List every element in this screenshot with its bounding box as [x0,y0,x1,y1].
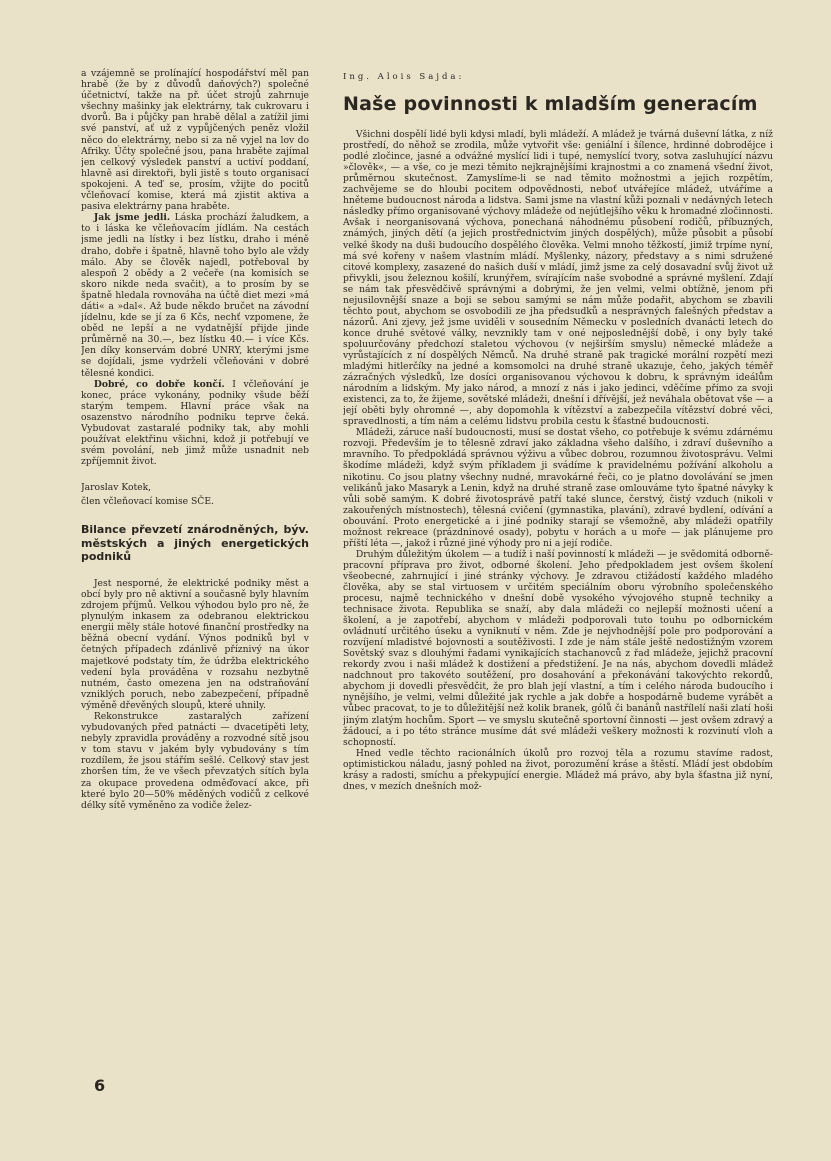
author-name: Jaroslav Kotek, [81,482,152,494]
section-title: Bilance převzetí znárodněných, býv. městských a jiných energetických podniků [81,523,309,564]
section-paragraph-1: Jest nesporné, že elektrické podniky měst a obcí byly pro ně aktivní a současně byly hlavním zdrojem příjmů. Velkou výhodou bylo pro ně, že plynulým inkasem za odebranou elektrickou energii měly stále hotové finanční prostředky na běžná obecní vydání. Výnos podniků byl v četných případech zdánlivě příznivý na úkor majetkové podstaty tím, že údržba elektrického vedení byla prováděna v rozsahu nezbytně nutném, často omezena jen na odstraňování vzniklých poruch, nebo zabezpečení, případně výměně dřevěných sloupů, které uhnily. [81,577,309,711]
article-paragraph-4: Hned vedle těchto racionálních úkolů pro rozvoj těla a rozumu stavíme radost, optimistickou náladu, jasný pohled na život, porozumění kráse a štěstí. Mládí jest obdobím krásy a radosti, smíchu a překypující energie. Mládež má právo, aby byla šťastna již nyní, dnes, v mezích dnešních mož- [343,747,773,792]
right-column [343,68,773,1098]
article-author: Ing. Alois Sajda: [343,72,465,82]
author-role: člen včleňovací komise SČE. [81,496,214,508]
konec-body: I včleňování je konec, práce vykonány, podniky všude běží starým tempem. Hlavní práce však na osazenstvo národního podniku teprve čeká. Vybudovat zastaralé podniky tak, aby mohli používat elektřinu všichni, kdož ji potřebují ve svém povolání, neb jimž může usnadnit neb zpříjemnit život. [81,378,309,468]
author-signature [81,481,309,509]
section-paragraph-2: Rekonstrukce zastaralých zařízení vybudovaných před patnácti — dvacetipěti lety, nebyly zpravidla prováděny a rozvodné sítě jsou v tom stavu v jakém byly vybudovány s tím rozdílem, že jsou stářím sešlé. Celkový stav jest zhoršen tím, že ve všech převzatých sítích byla za okupace provedena odměďovací akce, při které bylo 20—50% měděných vodičů z celkové délky sítě vyměněno za vodiče želez- [81,711,309,811]
article-paragraph-2: Mládeži, záruce naší budoucnosti, musí se dostat všeho, co potřebuje k svému zdárnému rozvoji. Především je to tělesně zdraví jako základna všeho dalšího, i zdraví duševního a mravního. To předpokládá správnou výživu a vůbec dobrou, rozumnou životosprávu. Velmi škodíme mládeži, když svým příkladem ji svádíme k pravidelnému požívání alkoholu a nikotinu. Co jsou platny všechny nudné, mravokárné řeči, co je platno dovolávání se jmen velikánů jako Masaryk a Lenin, když na druhé straně zase omlouváme tyto špatné návyky k vůli sobě samým. K dobré životosprávě patří také slunce, čerstvý, čistý vzduch (nikoli v zakouřených místnostech), tělesná cvičení (gymnastika, plavání), zdravé bydlení, odívání a obouvání. Proto energetické a i jiné podniky starají se všemožně, aby mládeži opatřily možnost rekreace (prázdninové osady), pobytu v horách a u moře — jak plánujeme pro příští léta —, jakož i různé jiné výhody pro ni a její rodiče. [343,427,773,549]
page-number: 6 [94,1076,106,1095]
left-column [81,68,309,1078]
intro-paragraph: a vzájemně se prolínající hospodářství měl pan hrabě (že by z důvodů daňových?) společné účetnictví, takže na př. účet strojů zahrnuje všechny mašinky jak elektrárny, tak cukrovaru i dvorů. Ba i půjčky pan hrabě dělal a zatížil jimi své panství, ať už z vypůjčených peněz vložil něco do elektrárny, nebo si za ně vyjel na lov do Afriky. Účty společné jsou, pana hraběte zajímal jen celkový výsledek panství a uctiví poddaní, hlavně asi direktoři, byli jistě s touto organisací spokojeni. A teď se, prosím, vžijte do pocitů včleňovací komise, která má zjistit aktiva a pasiva elektrárny pana hraběte. [81,68,309,213]
article-title: Naše povinnosti k mladším generacím [343,93,758,116]
article-paragraph-3: Druhým důležitým úkolem — a tudíž i naší povinností k mládeži — je svědomitá odborně-pracovní příprava pro život, odborné školení. Jeho předpokladem jest ovšem školení všeobecné, zahrnující i jiné stránky výchovy. Je zdravou ctižádostí každého mladého člověka, aby se stal virtuosem v určitém speciálním oboru výrobního společenského procesu, najmě technického v dnešní době vysokého vývojového stupně techniky a technisace života. Republika se snaží, aby dala mládeži co nejlepší možnosti učení a školení, a je zapotřebí, abychom v mládeži podporovali tuto touhu po odbornickém ovládnutí určitého úseku a vyniknutí v něm. Zde je nejvhodnější pole pro podporování a rozvíjení mladistvé bojovnosti a soutěživosti. I zde je nám stále ještě nedostižným vzorem Sovětský svaz s dlouhými řadami vynikajících stachanovců z řad mládeže, jejichž pracovní rekordy zvou i naši mládež k dostižení a předstižení. Je na nás, abychom dovedli mládež nadchnout pro takovéto soutěžení, pro dosahování a překonávání takovýchto rekordů, abychom ji dovedli přesvědčit, že pro blah její vlastní, a tím i celého národa budoucího i nynějšího, je velmi, velmi důležité jak rychle a jak dobře a hospodárně budeme vyrábět a vůbec pracovat, to je to důležitější než kolik branek, gólů či banánů nastřílelí naši zlatí hoši jiným zlatým hochům. Sport — ve smyslu skutečně sportovní činnosti — jest ovšem zdravý a žádoucí, a i po této stránce musíme dát své mládeži veškery možnosti k rozvinutí vloh a schopností. [343,548,773,748]
konec-paragraph [81,379,309,468]
konec-lead: Dobré, co dobře končí. [93,378,225,390]
jedli-body: Láska prochází žaludkem, a to i láska ke včleňovacím jídlám. Na cestách jsme jedli na lístky i bez lístku, draho i méně draho, dobře i špatně, hlavně toho bylo ale vždy málo. Aby se člověk najedl, potřeboval by alespoň 2 obědy a 2 večeře (na komisích se skoro nikde neda svačit), a to prosím by se špatně hledala rovnováha na účtě diet mezi »má dáti« a »dal«. Až bude někdo bručet na závodní jídelnu, kde se jí za 6 Kčs, nechť vzpomene, že oběd ne lepší a ne vydatnější přijde jinde průměrně na 30.—, bez lístku 40.— i více Kčs. Jen díky konservám dobré UNRY, kterými jsme se dojídali, jsme vydrželi včleňováni v dobré tělesné kondici. [81,212,309,379]
jedli-lead: Jak jsme jedli. [93,212,171,224]
article-paragraph-1: Všichni dospělí lidé byli kdysi mladí, byli mládeží. A mládež je tvárná duševní látka, z níž prostředí, do něhož se zrodila, může vytvořit vše: geniální i šílence, hrdinné dobrodějce i podlé zločince, jasné a odvážné myslící lidi i tupé, nemyslící tvory, sotva zasluhující názvu »člověk«, — a vše, co je mezi těmito nejkrajnějšími krajnostmi a co znamená všední život, průměrnou skutečnost. Zamyslíme-li se nad těmito možnostmi a jejich rozpětím, zachvějeme se do hloubi pocitem odpovědnosti, neboť utvářejíce mládež, utváříme a hněteme budoucnost národa a lidstva. Sami jsme na vlastní kůži poznali v nedávných letech následky přímo organisované výchovy mládeže od nejútlejšího věku k hromadné zločinnosti. Avšak i neorganisovaná výchova, ponechaná náhodnému působení rodičů, příbuzných, známých, jiných dětí (a jejich prostřednictvím jiných dospělých), může působit a působí velké škody na duši budoucího dospělého člověka. Velmi mnoho těžkostí, jimiž trpíme nyní, má své kořeny v našem vlastním mládí. Myšlenky, názory, představy a s nimi sdružené citové komplexy, zasazené do našich duší v mládí, jimž jsme za celý dosavadní svůj život už přivykli, jsou železnou košilí, krunýřem, svírajícím naše svobodné a správné myšlení. Zdají se nám tak přesvědčivě správnými a dobrými, že jen velmi, velmi obtížně, jenom při nejusilovnější snaze a boji se sebou samými se nám může podařit, abychom se zbavili těchto pout, abychom se osvobodili ze jha předsudků a nesprávných falešných představ a názorů. Ani zjevy, jež jsme uviděli v sousedním Německu v posledních dvanácti letech do konce druhé světové války, nevznikly tam v oné nejposlednější době, i ony byly také spoluurčovány předchozí staletou výchovou (v nejširším smyslu) německé mládeže a vyrůstajících z ní dospělých Němců. Na druhé straně pak tragické morální rozpětí mezi mladými hitlerčíky na jedné a komsomolci na druhé straně ukazuje, čeho, jakých téměř zázračných výsledků, lze dosíci organisovanou výchovou k dobru, k správným ideálům národním a lidským. My jako národ, a mnozí z nás i jako jedinci, vděčíme přímo za svoji existenci, za to, že žijeme, sovětské mládeži, dnešní i dřívější, jež neváhala obětovat vše — a její oběti byly ohromné —, aby dopomohla k vítězství a zabezpečila vítězství dobré věci, spravedlnosti, a tím nám a celému lidstvu probila cestu k šťastné budoucnosti. [343,129,773,428]
jedli-paragraph [81,212,309,378]
